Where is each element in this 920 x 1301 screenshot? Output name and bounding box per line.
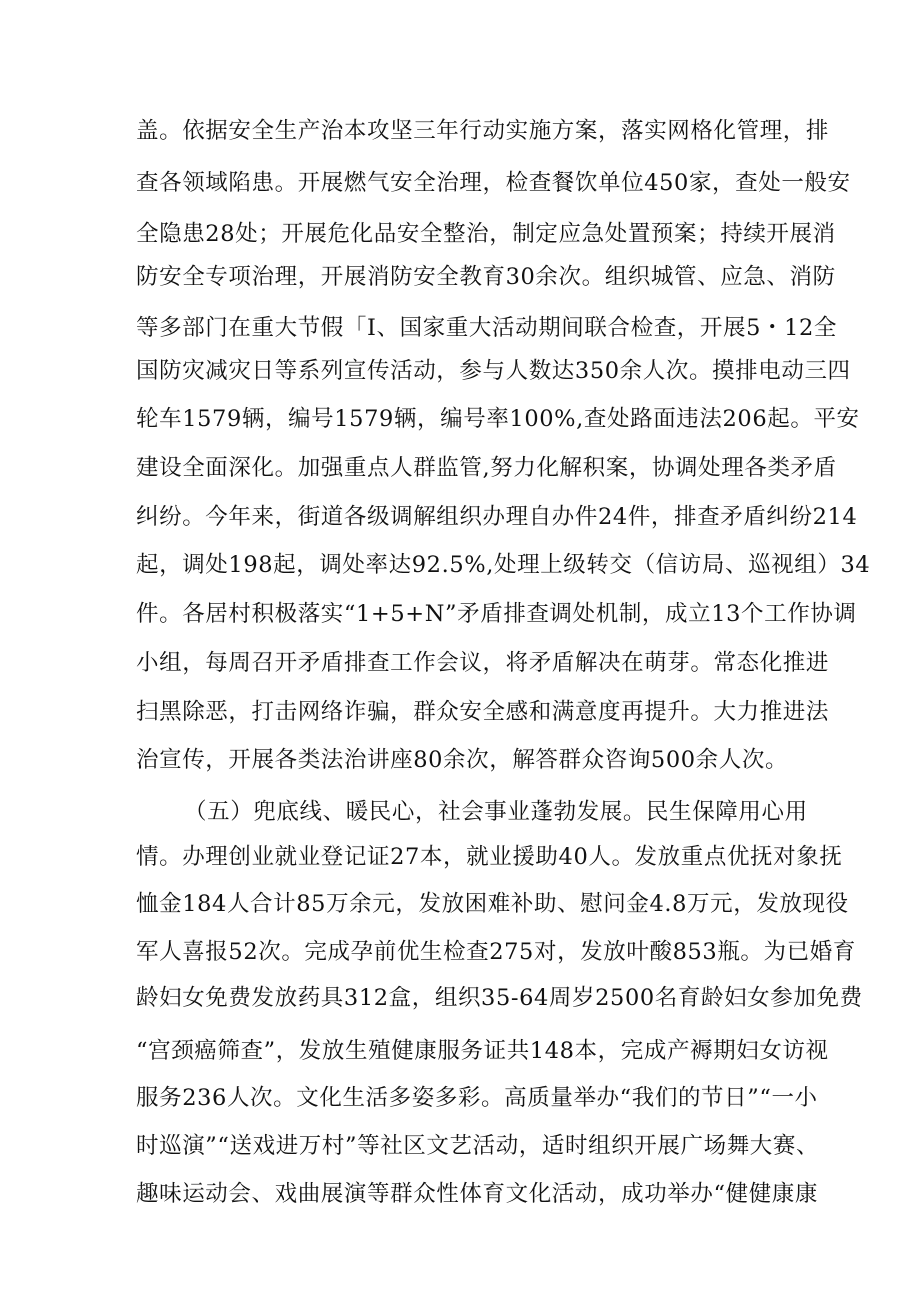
text-line: 建设全面深化。加强重点人群监管,努力化解积案，协调处理各类矛盾: [136, 455, 837, 481]
text-line: 服务236人次。文化生活多姿多彩。高质量举办“我们的节日”“一小: [136, 1085, 818, 1111]
text-line: 时巡演”“送戏进万村”等社区文艺活动，适时组织开展广场舞大赛、: [136, 1133, 820, 1159]
text-line: 盖。依据安全生产治本攻坚三年行动实施方案，落实网格化管理，排: [136, 118, 830, 144]
text-line: 查各领域陷患。开展燃气安全治理，检查餐饮单位450家，查处一般安: [136, 170, 851, 196]
text-line: 军人喜报52次。完成孕前优生检查275对，发放叶酸853瓶。为已婚育: [136, 939, 856, 965]
text-line: 起，调处198起，调处率达92.5%,处理上级转交（信访局、巡视组）34: [136, 552, 871, 578]
text-line: 情。办理创业就业登记证27本，就业援助40人。发放重点优抚对象抚: [136, 844, 843, 870]
text-line: 纠纷。今年来，街道各级调解组织办理自办件24件，排查矛盾纠纷214: [136, 504, 858, 530]
text-line: 扫黑除恶，打击网络诈骗，群众安全感和满意度再提升。大力推进法: [136, 699, 830, 725]
text-line: 国防灾减灾日等系列宣传活动，参与人数达350余人次。摸排电动三四: [136, 358, 851, 384]
text-line: 小组，每周召开矛盾排查工作会议，将矛盾解决在萌芽。常态化推进: [136, 650, 830, 676]
text-line: 防安全专项治理，开展消防安全教育30余次。组织城管、应急、消防: [136, 264, 836, 290]
text-line: 件。各居村积极落实“1+5+N”矛盾排查调处机制，成立13个工作协调: [136, 601, 857, 627]
text-line: 趣味运动会、戏曲展演等群众性体育文化活动，成功举办“健健康康: [136, 1181, 819, 1207]
text-line: “宫颈癌筛查”，发放生殖健康服务证共148本，完成产褥期妇女访视: [136, 1038, 829, 1064]
text-line: 龄妇女免费发放药具312盒，组织35-64周岁2500名育龄妇女参加免费: [136, 985, 863, 1011]
text-line: 恤金184人合计85万余元，发放困难补助、慰问金4.8万元，发放现役: [136, 891, 849, 917]
text-line: 轮车1579辆，编号1579辆，编号率100%,查处路面违法206起。平安: [136, 406, 860, 432]
text-line: 治宣传，开展各类法治讲座80余次，解答群众咨询500余人次。: [136, 747, 789, 773]
text-line: 等多部门在重大节假「I、国家重大活动期间联合检查，开展5・12全: [136, 315, 838, 341]
section-heading-line: （五）兜底线、暖民心，社会事业蓬勃发展。民生保障用心用: [184, 799, 808, 825]
text-line: 全隐患28处；开展危化品安全整治，制定应急处置预案；持续开展消: [136, 221, 836, 247]
